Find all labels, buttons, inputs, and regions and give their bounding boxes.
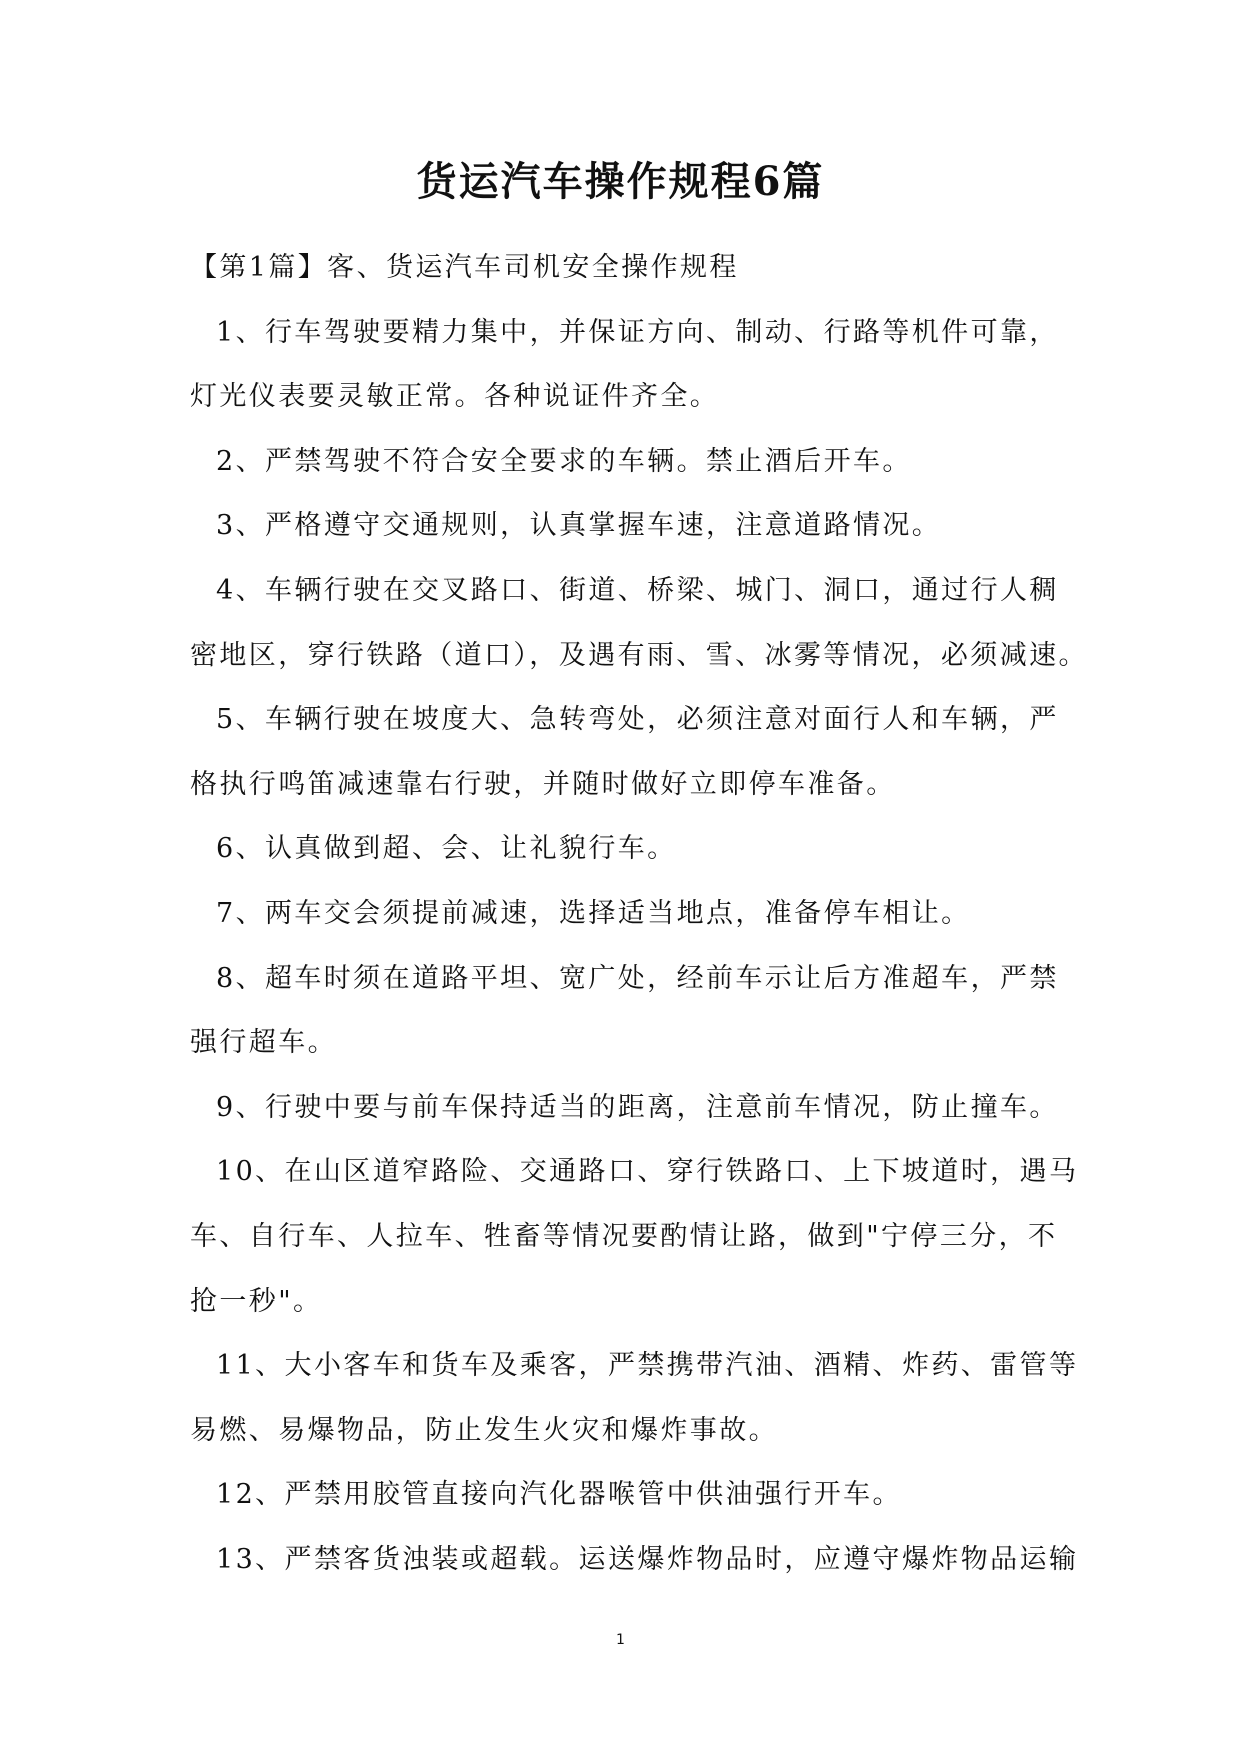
paragraph-line: 4、车辆行驶在交叉路口、街道、桥梁、城门、洞口，通过行人稠	[216, 574, 1059, 606]
paragraph-line: 1、行车驾驶要精力集中，并保证方向、制动、行路等机件可靠，	[216, 316, 1059, 348]
paragraph-line: 8、超车时须在道路平坦、宽广处，经前车示让后方准超车，严禁	[216, 962, 1059, 994]
paragraph-line: 11、大小客车和货车及乘客，严禁携带汽油、酒精、炸药、雷管等	[216, 1350, 1079, 1382]
paragraph-line: 格执行鸣笛减速靠右行驶，并随时做好立即停车准备。	[190, 768, 896, 800]
paragraph-line: 2、严禁驾驶不符合安全要求的车辆。禁止酒后开车。	[216, 445, 912, 477]
paragraph-line: 13、严禁客货浊装或超载。运送爆炸物品时，应遵守爆炸物品运输	[216, 1543, 1079, 1575]
paragraph-line: 10、在山区道窄路险、交通路口、穿行铁路口、上下坡道时，遇马	[216, 1156, 1079, 1188]
paragraph-line: 5、车辆行驶在坡度大、急转弯处，必须注意对面行人和车辆，严	[216, 704, 1059, 736]
paragraph-line: 3、严格遵守交通规则，认真掌握车速，注意道路情况。	[216, 510, 942, 542]
paragraph-line: 车、自行车、人拉车、牲畜等情况要酌情让路，做到"宁停三分，不	[190, 1220, 1058, 1252]
document-body	[190, 236, 1088, 1592]
section-heading: 【第1篇】客、货运汽车司机安全操作规程	[190, 252, 739, 283]
paragraph-line: 强行超车。	[190, 1027, 337, 1059]
paragraph-line: 12、严禁用胶管直接向汽化器喉管中供油强行开车。	[216, 1479, 902, 1511]
paragraph-line: 灯光仪表要灵敏正常。各种说证件齐全。	[190, 381, 720, 413]
paragraph-line: 6、认真做到超、会、让礼貌行车。	[216, 833, 677, 865]
paragraph-line: 9、行驶中要与前车保持适当的距离，注意前车情况，防止撞车。	[216, 1091, 1059, 1123]
page-number: 1	[616, 1632, 625, 1648]
paragraph-line: 7、两车交会须提前减速，选择适当地点，准备停车相让。	[216, 897, 971, 929]
paragraph-line: 抢一秒"。	[190, 1285, 323, 1317]
paragraph-line: 易燃、易爆物品，防止发生火灾和爆炸事故。	[190, 1414, 778, 1446]
document-title: 货运汽车操作规程6篇	[416, 158, 825, 205]
paragraph-line: 密地区，穿行铁路（道口），及遇有雨、雪、冰雾等情况，必须减速。	[190, 639, 1088, 671]
